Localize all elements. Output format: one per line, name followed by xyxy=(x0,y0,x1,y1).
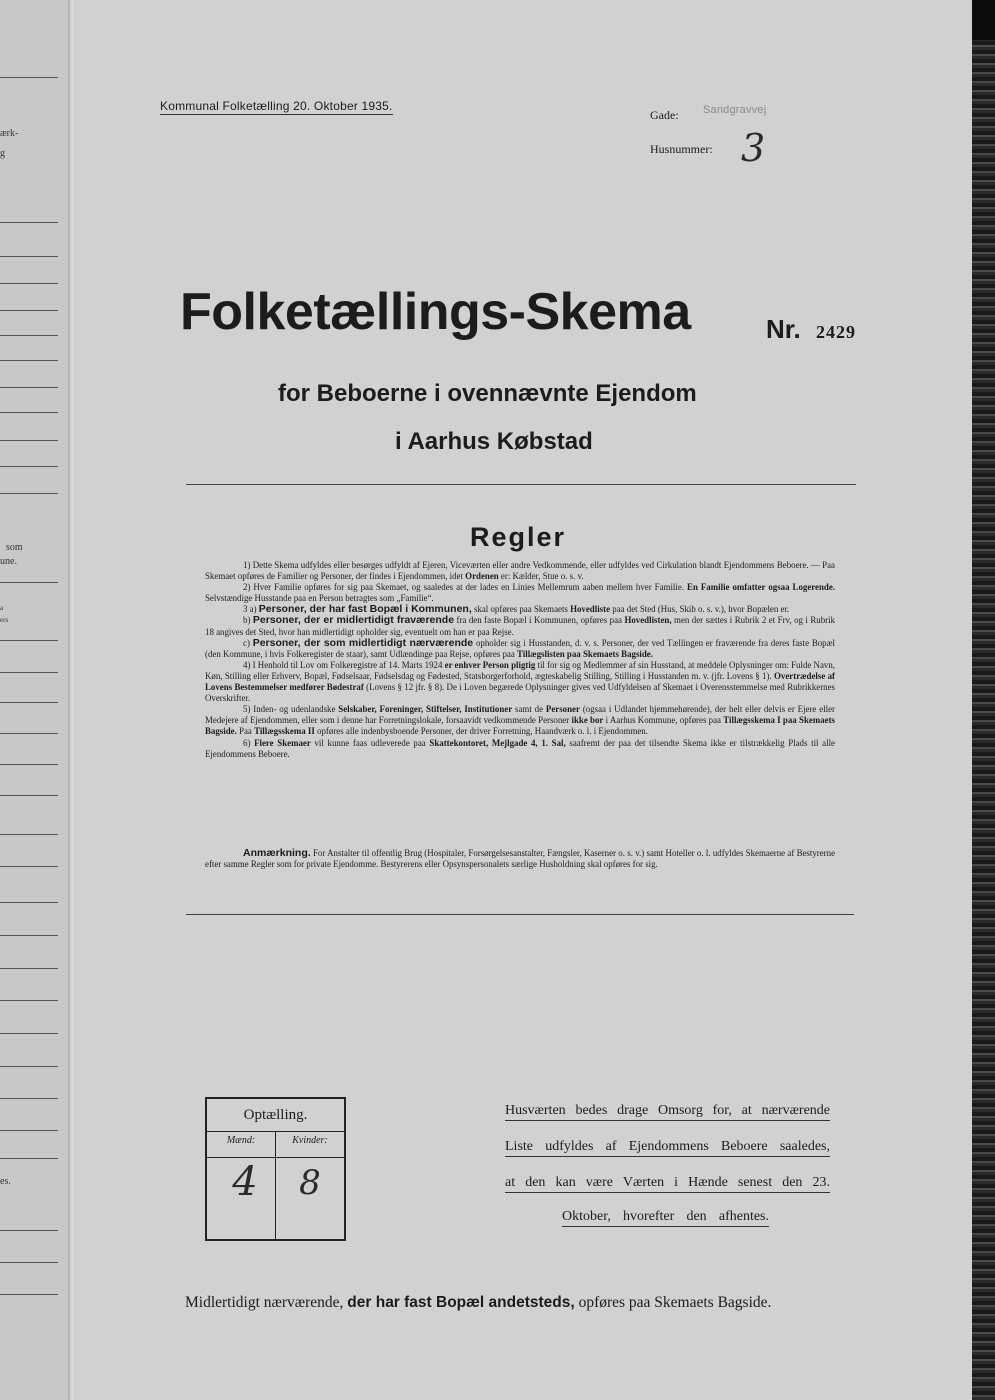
annotation-note xyxy=(205,848,835,870)
form-number-label: Nr. xyxy=(766,314,801,344)
ruled-line xyxy=(0,440,58,441)
rule-3c: c) Personer, der som midlertidigt nærværende opholder sig i Husstanden, d. v. s. Personer, der ved Tællingen er fraværende fra deres faste Bopæl (den Kommune, i hvis Folkeregister de staar), samt Udlændinge paa Rejse, opføres paa Tillægslisten paa Skemaets Bagside. xyxy=(205,636,835,659)
rule-3b: b) Personer, der er midlertidigt fraværende fra den faste Bopæl i Kommunen, opføres paa Hovedlisten, men der sættes i Rubrik 2 et Frv, og i Rubrik 18 angives det Sted, hvor han midlertidigt opholder sig, eventuelt om han er paa Rejse. xyxy=(205,614,836,637)
ruled-line xyxy=(0,764,58,765)
ruled-line xyxy=(0,795,58,796)
left-page-fragment: g xyxy=(0,148,5,159)
ruled-line xyxy=(0,466,58,467)
notice-line-1: Husværten bedes drage Omsorg for, at nærværende xyxy=(505,1102,830,1121)
ruled-line xyxy=(0,360,58,361)
ruled-line xyxy=(0,1262,58,1263)
ruled-line xyxy=(0,493,58,494)
left-page-fragment: une. xyxy=(0,556,17,567)
ruled-line xyxy=(0,1158,58,1159)
ruled-line xyxy=(0,412,58,413)
ruled-line xyxy=(0,335,58,336)
ruled-line xyxy=(0,968,58,969)
notes-divider xyxy=(186,914,854,915)
street-label: Gade: xyxy=(650,108,679,122)
annotation-label: Anmærkning. xyxy=(243,847,311,859)
rule-1: 1) Dette Skema udfyldes eller besørges udfyldt af Ejeren, Viceværten eller andre Vedkommende, eller udfyldes ved Cirkulation blandt Ejendommens Beboere. — Paa Skemaet opføres de Familier og Personer, der findes i Ejendommen, idet Ordenen er: Kælder, Stue o. s. v. xyxy=(205,560,835,582)
rules-body xyxy=(205,560,835,760)
ruled-line xyxy=(0,310,58,311)
form-location: i Aarhus Købstad xyxy=(395,428,593,455)
page-stack-edge xyxy=(972,40,995,1400)
ruled-line xyxy=(0,283,58,284)
ruled-line xyxy=(0,1130,58,1131)
women-label: Kvinder: xyxy=(292,1135,328,1146)
ruled-line xyxy=(0,1066,58,1067)
ruled-line xyxy=(0,902,58,903)
ruled-line xyxy=(0,1000,58,1001)
house-number-value: 3 xyxy=(741,126,766,170)
men-label: Mænd: xyxy=(226,1135,256,1146)
ruled-line xyxy=(0,1294,58,1295)
rule-6: 6) Flere Skemaer vil kunne faas udleverede paa Skattekontoret, Mejlgade 4, 1. Sal, saafremt der paa det tilsendte Skema ikke er tilstrækkelig Plads til alle Ejendommens Beboere. xyxy=(205,737,835,759)
rule-2: 2) Hver Familie opføres for sig paa Skemaet, og saaledes at der lades en Linies Mellemrum aaben mellem hver Familie. En Familie omfatter ogsaa Logerende. Selvstændige Husstande paa en Person betragtes som „Familie“. xyxy=(205,582,836,604)
form-number-value: 2429 xyxy=(816,322,856,342)
ruled-line xyxy=(0,582,58,583)
notice-line-4: Oktober, hvorefter den afhentes. xyxy=(562,1208,769,1227)
ruled-line xyxy=(0,1098,58,1099)
census-label: Kommunal Folketælling 20. Oktober 1935. xyxy=(160,99,393,113)
footer-post: opføres paa Skemaets Bagside. xyxy=(578,1294,772,1311)
footer-note xyxy=(185,1294,771,1312)
notice-line-2: Liste udfyldes af Ejendommens Beboere saaledes, xyxy=(505,1138,830,1157)
left-page-fragment: ærk- xyxy=(0,128,19,139)
ruled-line xyxy=(0,256,58,257)
house-number-label: Husnummer: xyxy=(650,142,713,156)
men-count: 4 xyxy=(232,1159,258,1205)
rule-4: 4) I Henhold til Lov om Folkeregistre af 14. Marts 1924 er enhver Person pligtig til for sig og Medlemmer af sin Husstand, at meddele Oplysninger om: Fulde Navn, Køn, Stilling eller Erhverv, Bopæl, Fødselsaar, Fødselsdag og Fødested, Statsborgerforhold, ægteskabelig Stilling, Stilling i Husstanden m. v. (jfr. Lovens § 1). Overtrædelse af Lovens Bestemmelser medfører Bødestraf (Lovens § 12 jfr. § 8). De i Loven begærede Oplysninger gives ved Udfyldelsen af Skemaet i Overensstemmelse med Rubrikkernes Overskrifter. xyxy=(205,659,836,704)
women-count: 8 xyxy=(299,1163,321,1203)
ruled-line xyxy=(0,1033,58,1034)
footer-bold: der har fast Bopæl andetsteds, xyxy=(347,1294,575,1311)
ruled-line xyxy=(0,672,58,673)
footer-pre: Midlertidigt nærværende, xyxy=(185,1294,344,1311)
count-box-title: Optælling. xyxy=(207,1099,344,1132)
annotation-text: For Anstalter til offentlig Brug (Hospitaler, Forsørgelsesanstalter, Fængsler, Kaserner o. s. v.) samt Hoteller o. l. udfyldes Skemaerne af Bestyrerne efter samme Regler som for private Ejendomme. Bestyrerens eller Opsynspersonalets særlige Husholdning skal opføres for sig. xyxy=(205,848,836,870)
ruled-line xyxy=(0,935,58,936)
street-stamp: Sandgravvej xyxy=(703,104,767,116)
ruled-line xyxy=(0,702,58,703)
left-page-fragment: es. xyxy=(0,1176,11,1187)
ruled-line xyxy=(0,77,58,78)
ruled-line xyxy=(0,866,58,867)
left-page-fragment: som xyxy=(6,542,23,553)
ruled-line xyxy=(0,1230,58,1231)
ruled-line xyxy=(0,387,58,388)
rule-3a: 3 a) Personer, der har fast Bopæl i Kommunen, skal opføres paa Skemaets Hovedliste paa det Sted (Hus, Skib o. s. v.), hvor Bopælen er. xyxy=(243,603,790,616)
ruled-line xyxy=(0,733,58,734)
ruled-line xyxy=(0,222,58,223)
ruled-line xyxy=(0,834,58,835)
form-title: Folketællings-Skema xyxy=(180,283,691,341)
left-page-fragment: a xyxy=(0,604,4,612)
ruled-line xyxy=(0,640,58,641)
rule-5: 5) Inden- og udenlandske Selskaber, Foreninger, Stiftelser, Institutioner samt de Personer (ogsaa i Udlandet hjemmehørende), der helt eller delvis er Ejere eller Medejere af Ejendommen, eller som i denne har Forretningslokale, forsaavidt vedkommende Personer ikke bor i Aarhus Kommune, opføres paa Tillægsskema I paa Skemaets Bagside. Paa Tillægsskema II opføres alle indenbysboende Personer, der driver Forretning, Haandværk o. l. i Ejendommen. xyxy=(205,704,836,737)
left-page-fragment: ers xyxy=(0,616,9,624)
notice-line-3: at den kan være Værten i Hænde senest den 23. xyxy=(505,1174,830,1193)
count-box-rule xyxy=(207,1157,344,1158)
count-box xyxy=(205,1097,346,1241)
title-divider xyxy=(186,484,856,485)
rules-heading: Regler xyxy=(470,522,567,552)
form-subtitle: for Beboerne i ovennævnte Ejendom xyxy=(278,380,697,407)
left-page-strip xyxy=(0,0,70,1400)
